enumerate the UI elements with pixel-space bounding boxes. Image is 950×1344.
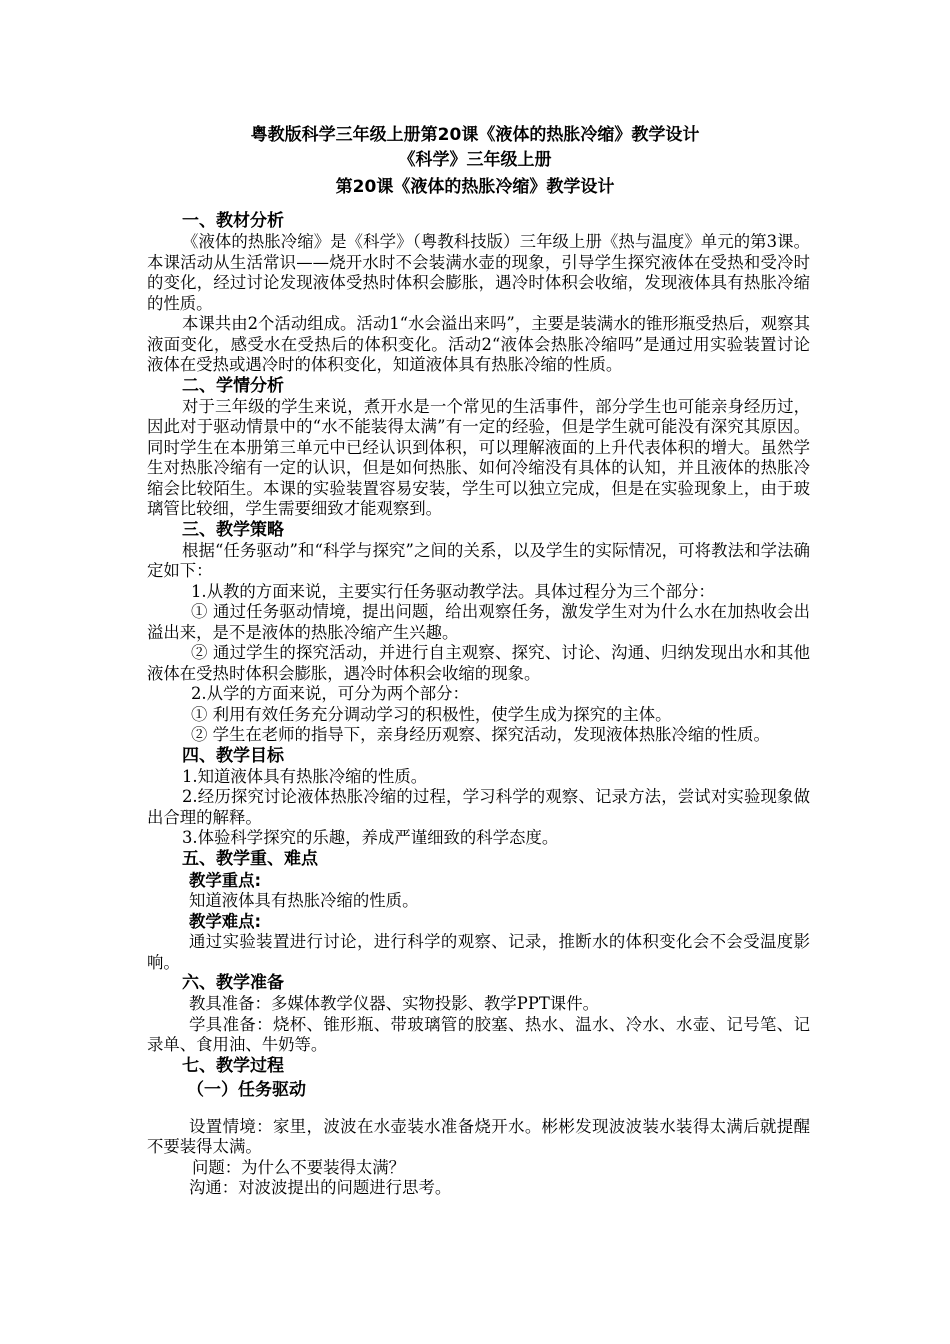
paragraph: ② 通过学生的探究活动，并进行自主观察、探究、讨论、沟通、归纳发现出水和其他液体在受热时体积会膨胀，遇冷时体积会收缩的现象。 <box>147 643 810 683</box>
difficult-point-label: 教学难点: <box>189 912 262 931</box>
document-body <box>147 211 810 1199</box>
paragraph: 学具准备：烧杯、锥形瓶、带玻璃管的胶塞、热水、温水、冷水、水壶、记号笔、记录单、食用油、牛奶等。 <box>147 1014 810 1054</box>
section-heading-key-difficult-points: 五、教学重、难点 <box>182 848 318 869</box>
section-heading-student-analysis: 二、学情分析 <box>182 375 284 396</box>
document-subtitle: 《科学》三年级上册 <box>398 150 552 170</box>
list-item: 1.知道液体具有热胀冷缩的性质。 <box>182 766 428 786</box>
paragraph: ① 通过任务驱动情境，提出问题，给出观察任务，激发学生对为什么水在加热收会出溢出来，是不是液体的热胀冷缩产生兴趣。 <box>147 602 810 642</box>
paragraph: 2.从学的方面来说，可分为两个部分： <box>191 684 469 703</box>
section-heading-teaching-preparation: 六、教学准备 <box>182 973 284 993</box>
lesson-title: 第20课《液体的热胀冷缩》教学设计 <box>335 177 615 197</box>
paragraph: 设置情境：家里，波波在水壶装水准备烧开水。彬彬发现波波装水装得太满后就提醒不要装得太满。 <box>147 1116 810 1156</box>
section-heading-teaching-strategy: 三、教学策略 <box>182 519 284 540</box>
key-point-label: 教学重点: <box>189 870 262 890</box>
section-heading-teaching-goals: 四、教学目标 <box>182 745 284 766</box>
paragraph: 根据“任务驱动”和“科学与探究”之间的关系，以及学生的实际情况，可将教法和学法确定如下： <box>147 540 810 580</box>
list-item: 2.经历探究讨论液体热胀冷缩的过程，学习科学的观察、记录方法，尝试对实验现象做出合理的解释。 <box>147 787 810 827</box>
paragraph: 问题：为什么不要装得太满？ <box>192 1157 406 1177</box>
paragraph: ① 利用有效任务充分调动学习的积极性，使学生成为探究的主体。 <box>191 704 672 724</box>
paragraph: 《液体的热胀冷缩》是《科学》（粤教科技版）三年级上册《热与温度》单元的第3课。本课活动从生活常识——烧开水时不会装满水壶的现象，引导学生探究液体在受热和受冷时的变化，经过讨论发现液体受热时体积会膨胀，遇冷时体积会收缩，发现液体具有热胀冷缩的性质。 <box>147 232 810 313</box>
paragraph: 沟通：对波波提出的问题进行思考。 <box>189 1178 452 1197</box>
document-title: 粤教版科学三年级上册第20课《液体的热胀冷缩》教学设计 <box>250 125 700 145</box>
list-item: 3.体验科学探究的乐趣，养成严谨细致的科学态度。 <box>182 828 559 847</box>
section-heading-textbook-analysis: 一、教材分析 <box>182 211 284 231</box>
paragraph: 本课共由2个活动组成。活动1“水会溢出来吗”，主要是装满水的锥形瓶受热后，观察其液面变化，感受水在受热后的体积变化。活动2“液体会热胀冷缩吗”是通过用实验装置讨论液体在受热或遇冷时的体积变化，知道液体具有热胀冷缩的性质。 <box>147 314 810 374</box>
section-heading-teaching-process: 七、教学过程 <box>182 1055 284 1076</box>
title-block <box>0 123 950 201</box>
paragraph: ② 学生在老师的指导下，亲身经历观察、探究活动，发现液体热胀冷缩的性质。 <box>191 725 770 744</box>
key-point-text: 知道液体具有热胀冷缩的性质。 <box>189 890 419 910</box>
paragraph: 教具准备：多媒体教学仪器、实物投影、教学PPT课件。 <box>189 994 599 1013</box>
paragraph: 1.从教的方面来说，主要实行任务驱动教学法。具体过程分为三个部分： <box>191 581 715 601</box>
paragraph: 对于三年级的学生来说，煮开水是一个常见的生活事件，部分学生也可能亲身经历过，因此对于驱动情景中的“水不能装得太满”有一定的经验，但是学生就可能没有深究其原因。同时学生在本册第三单元中已经认识到体积，可以理解液面的上升代表体积的增大。虽然学生对热胀冷缩有一定的认识，但是如何热胀、如何冷缩没有具体的认知，并且液体的热胀冷缩会比较陌生。本课的实验装置容易安装，学生可以独立完成，但是在实验现象上，由于玻璃管比较细，学生需要细致才能观察到。 <box>147 396 810 518</box>
difficult-point-text: 通过实验装置进行讨论，进行科学的观察、记录，推断水的体积变化会不会受温度影响。 <box>147 932 810 972</box>
subsection-heading-task-driven: （一）任务驱动 <box>187 1079 306 1100</box>
